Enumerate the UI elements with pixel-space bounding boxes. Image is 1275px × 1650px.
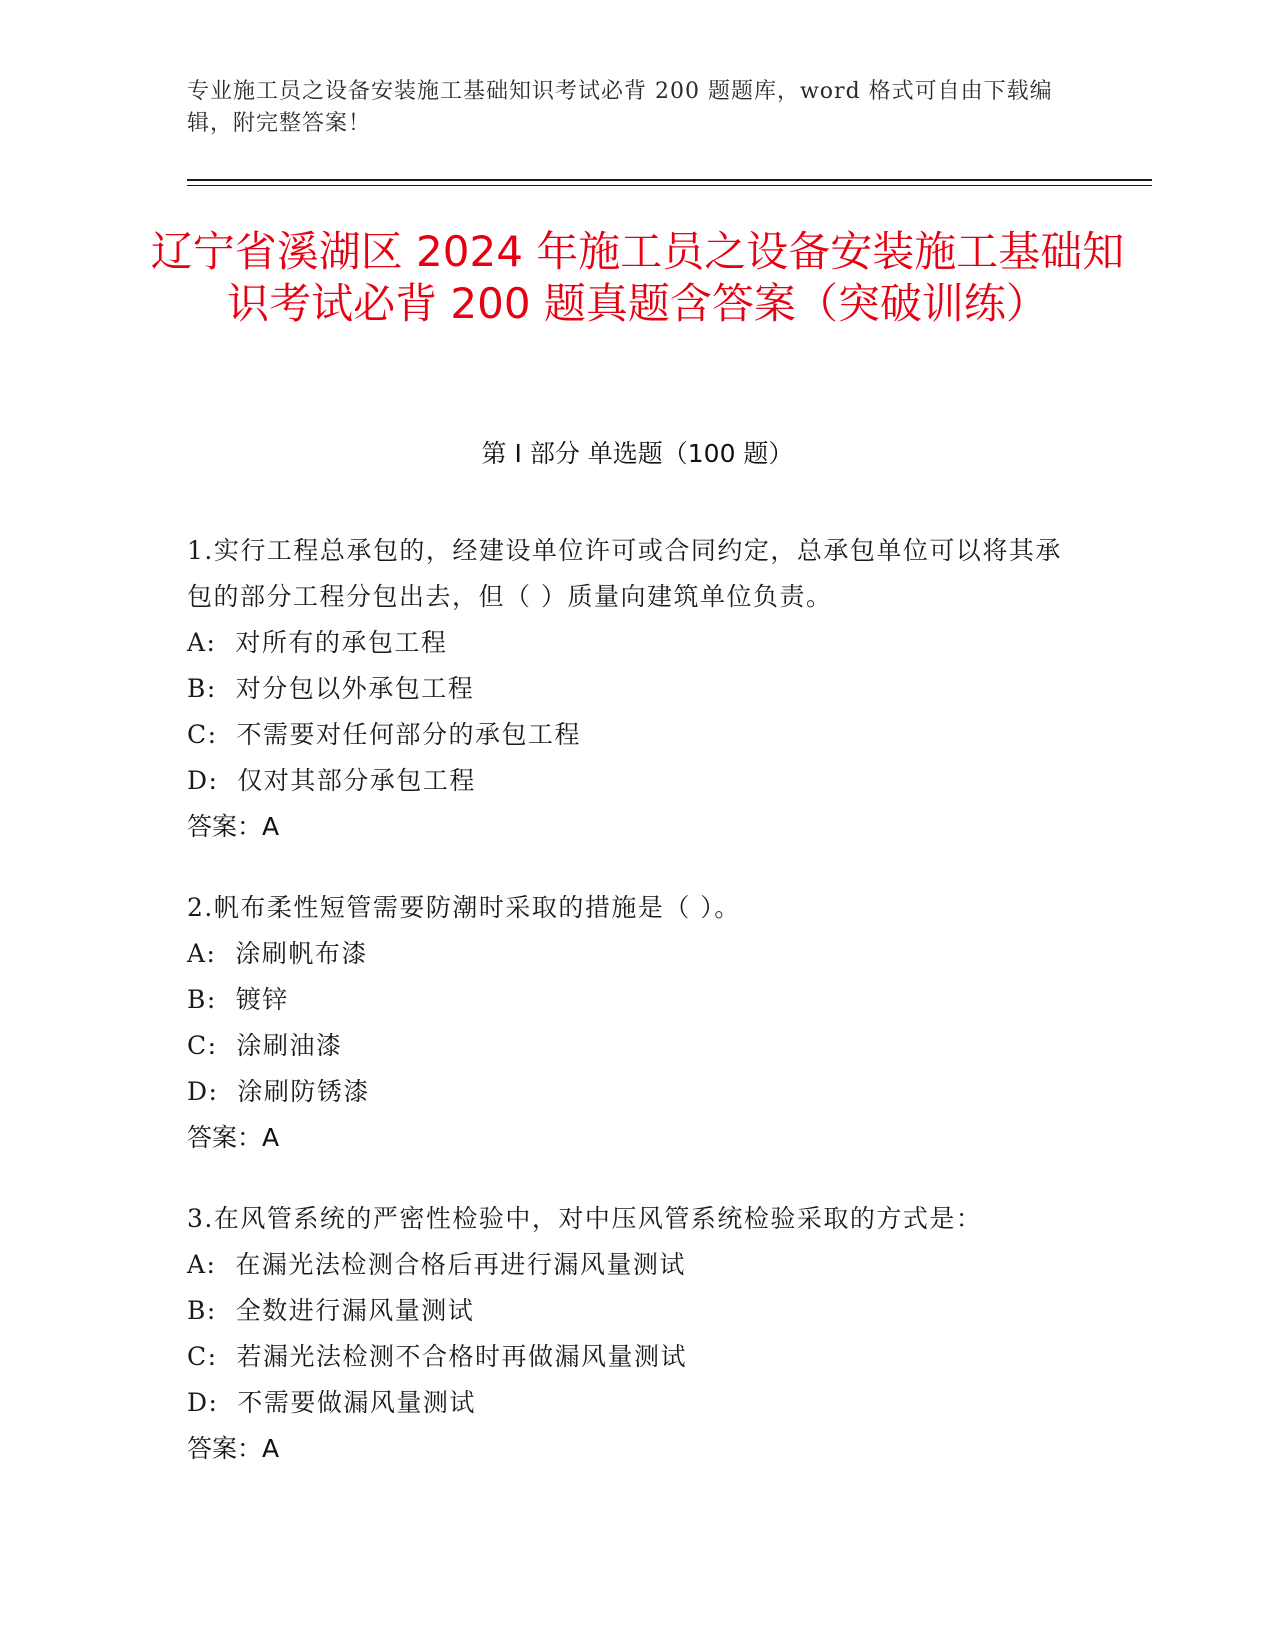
question-item	[187, 528, 1077, 850]
option-b: B: 镀锌	[187, 985, 289, 1014]
option-d: D: 涂刷防锈漆	[187, 1077, 370, 1106]
option-d: D: 不需要做漏风量测试	[187, 1388, 476, 1417]
answer-line: 答案：A	[187, 1123, 280, 1152]
question-stem: 3.在风管系统的严密性检验中，对中压风管系统检验采取的方式是：	[187, 1204, 983, 1233]
answer-line: 答案：A	[187, 1434, 280, 1463]
option-c: C: 若漏光法检测不合格时再做漏风量测试	[187, 1342, 687, 1371]
question-stem: 1.实行工程总承包的，经建设单位许可或合同约定，总承包单位可以将其承包的部分工程分包出去，但（ ）质量向建筑单位负责。	[187, 536, 1062, 611]
section-title: 第 I 部分 单选题（100 题）	[481, 439, 794, 468]
option-d: D: 仅对其部分承包工程	[187, 766, 476, 795]
option-a: A: 对所有的承包工程	[187, 628, 448, 657]
document-title: 辽宁省溪湖区 2024 年施工员之设备安装施工基础知识考试必背 200 题真题含答案（突破训练）	[150, 227, 1125, 328]
option-a: A: 涂刷帆布漆	[187, 939, 368, 968]
header-divider-thick	[187, 179, 1152, 181]
option-c: C: 不需要对任何部分的承包工程	[187, 720, 581, 749]
answer-line: 答案：A	[187, 812, 280, 841]
header-note: 专业施工员之设备安装施工基础知识考试必背 200 题题库，word 格式可自由下载编辑，附完整答案！	[187, 79, 1053, 136]
question-item	[187, 1196, 1077, 1472]
header-divider-thin	[187, 185, 1152, 186]
question-item	[187, 885, 1077, 1161]
option-b: B: 对分包以外承包工程	[187, 674, 475, 703]
question-stem: 2.帆布柔性短管需要防潮时采取的措施是（ ）。	[187, 893, 741, 922]
option-b: B: 全数进行漏风量测试	[187, 1296, 475, 1325]
question-list	[187, 528, 1077, 1507]
option-c: C: 涂刷油漆	[187, 1031, 343, 1060]
option-a: A: 在漏光法检测合格后再进行漏风量测试	[187, 1250, 686, 1279]
